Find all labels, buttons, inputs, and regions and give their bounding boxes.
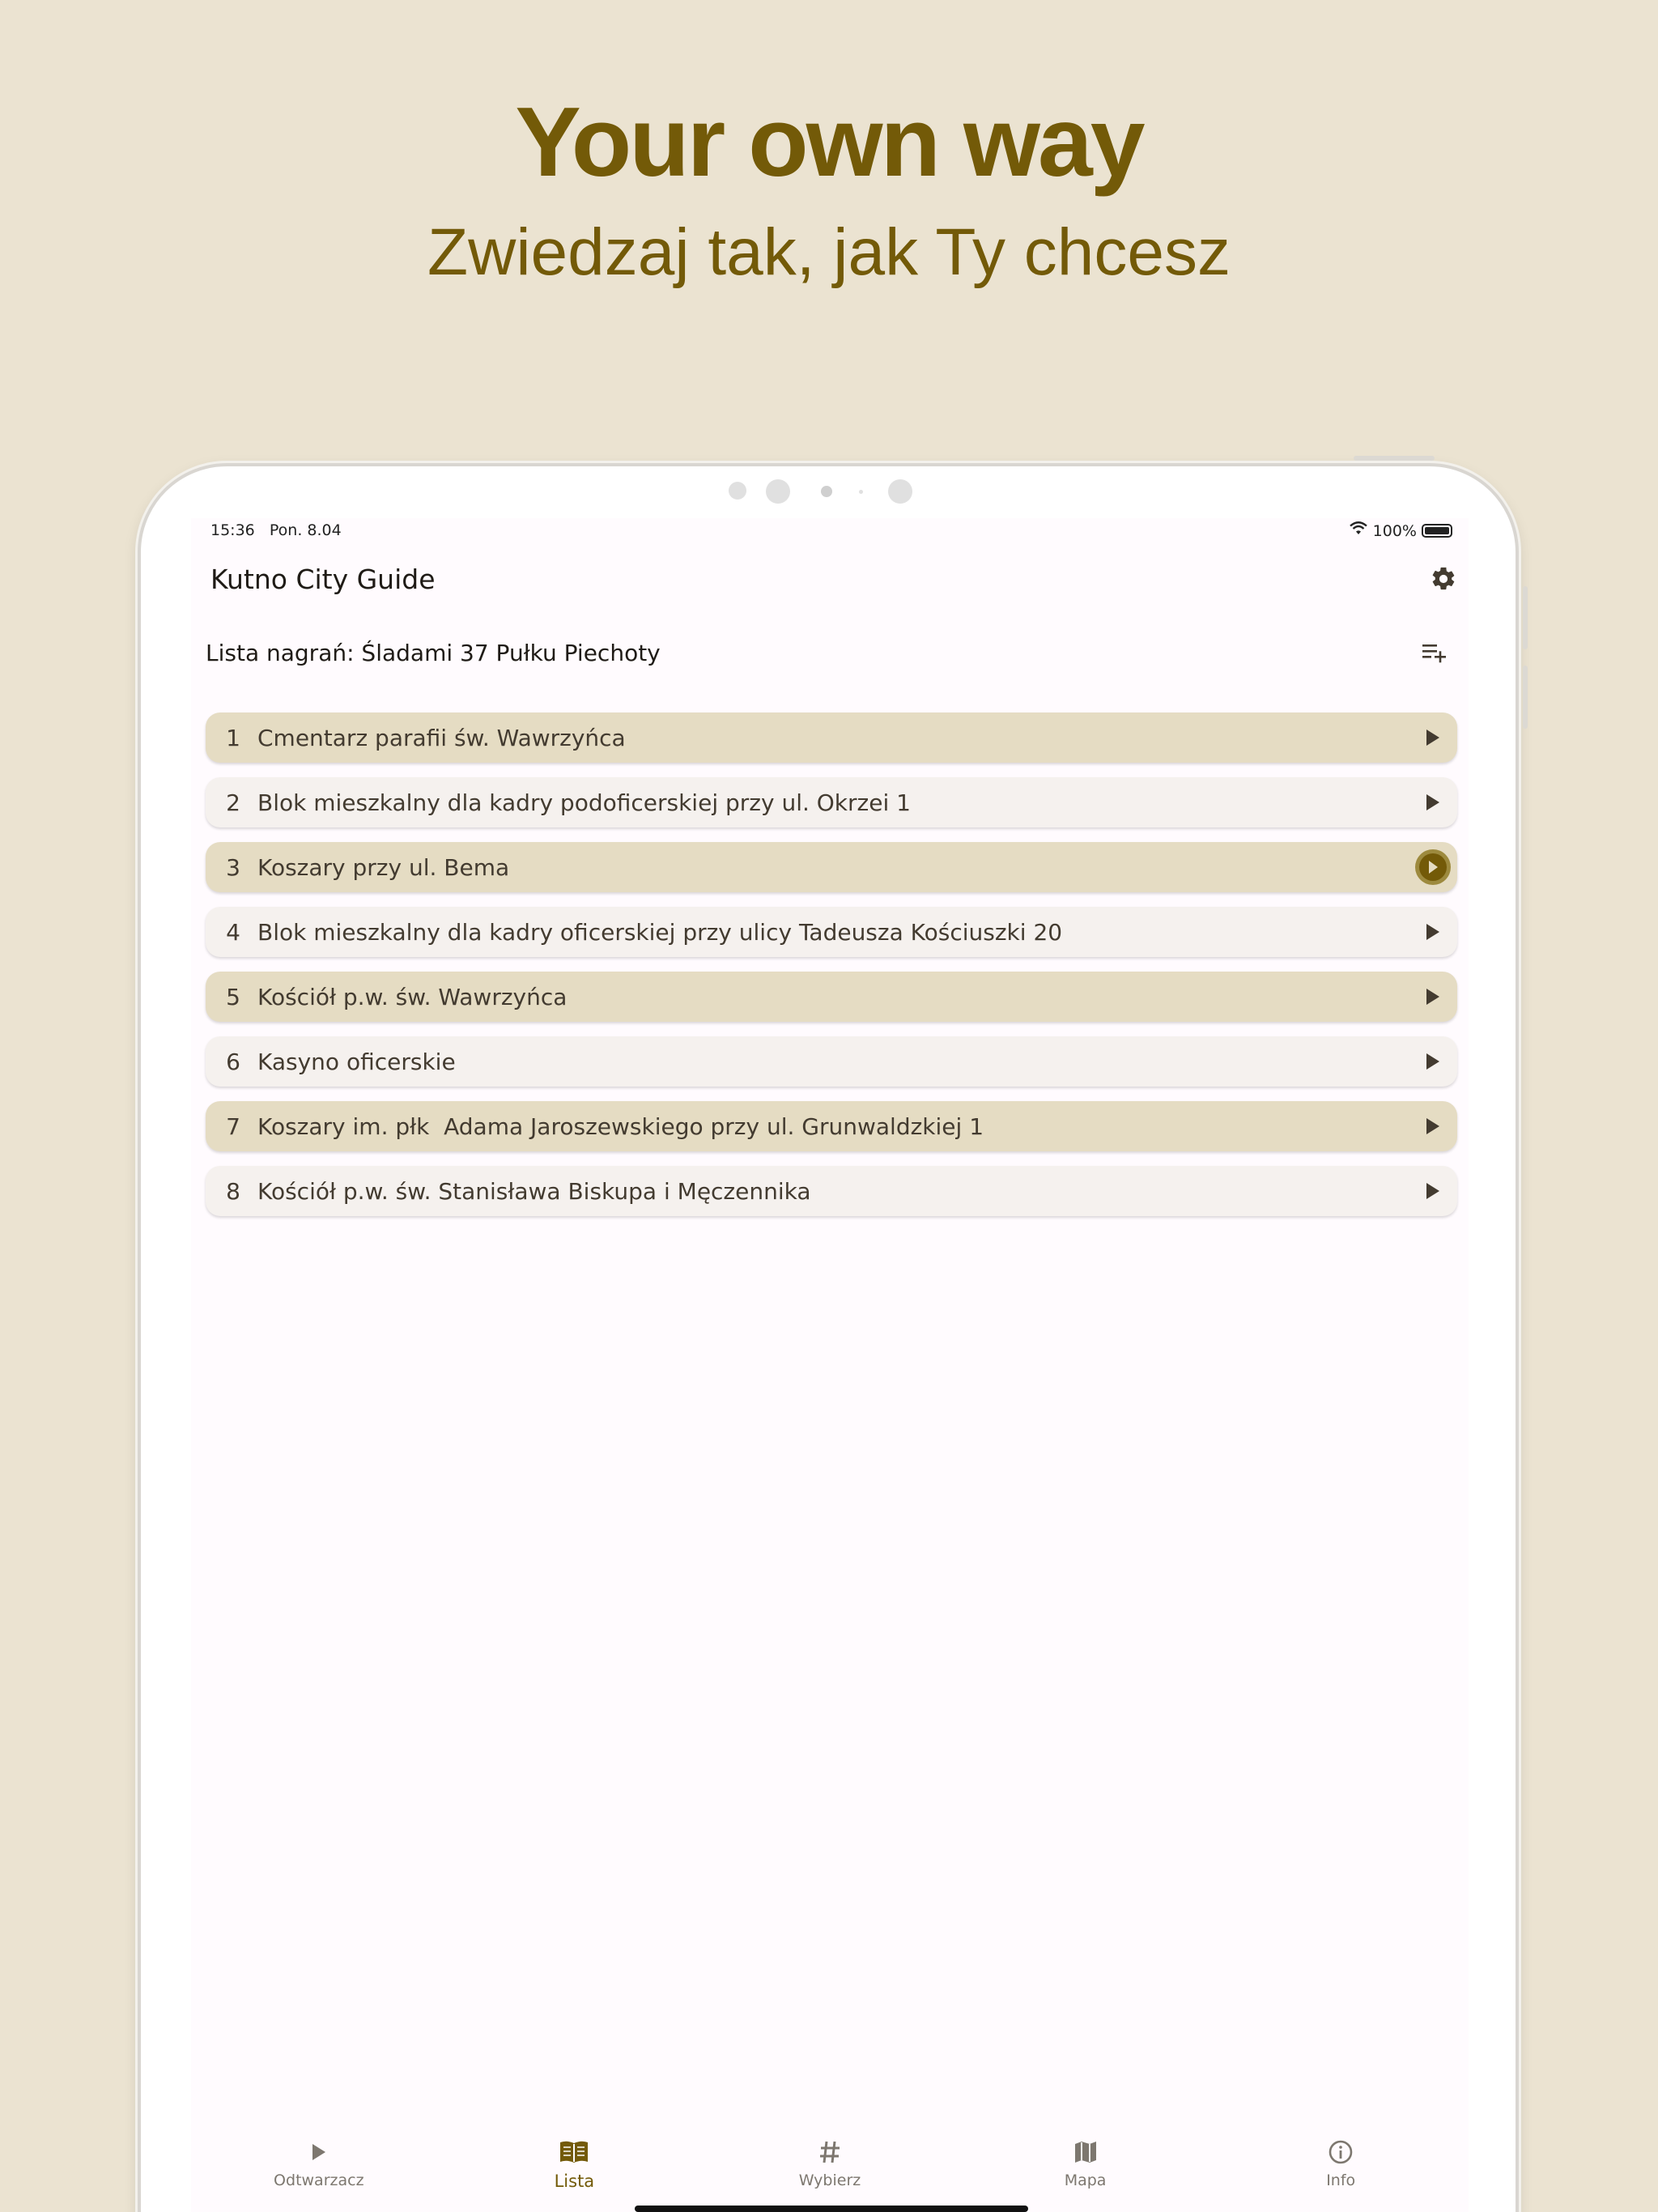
track-play-button[interactable]	[1409, 777, 1457, 827]
nav-label: Mapa	[1064, 2172, 1107, 2189]
play-icon	[1426, 1178, 1439, 1205]
track-play-button[interactable]	[1409, 713, 1457, 763]
hero-subheadline: Zwiedzaj tak, jak Ty chcesz	[427, 215, 1231, 289]
nav-item-info[interactable]	[1213, 2129, 1469, 2212]
play-circle-icon	[1415, 849, 1451, 885]
nav-label: Info	[1326, 2172, 1356, 2189]
home-indicator[interactable]	[635, 2206, 1028, 2212]
track-row-selected[interactable]	[206, 842, 1457, 892]
device-side-button-top	[1354, 456, 1435, 461]
play-icon	[1426, 984, 1439, 1010]
status-time-date	[210, 521, 342, 539]
track-play-button[interactable]	[1409, 1036, 1457, 1087]
track-play-button[interactable]	[1409, 972, 1457, 1022]
track-title: Koszary im. płk Adama Jaroszewskiego przy ul. Grunwaldzkiej 1	[257, 1112, 984, 1140]
wifi-icon	[1349, 521, 1368, 540]
track-title: Koszary przy ul. Bema	[257, 853, 510, 881]
track-list	[206, 713, 1457, 1231]
play-icon	[1426, 725, 1439, 751]
track-number: 6	[226, 1048, 240, 1075]
track-play-button[interactable]	[1409, 907, 1457, 957]
playlist-title: Lista nagrań: Śladami 37 Pułku Piechoty	[206, 640, 661, 666]
play-icon	[1426, 919, 1439, 946]
track-title: Kościół p.w. św. Wawrzyńca	[257, 983, 568, 1010]
track-play-button[interactable]	[1409, 1101, 1457, 1151]
track-row[interactable]	[206, 972, 1457, 1022]
play-icon	[1426, 1113, 1439, 1140]
track-row[interactable]	[206, 1166, 1457, 1216]
nav-label: Wybierz	[798, 2172, 861, 2189]
track-number: 8	[226, 1177, 240, 1205]
track-title: Blok mieszkalny dla kadry oficerskiej przy ulicy Tadeusza Kościuszki 20	[257, 918, 1063, 946]
play-icon	[311, 2136, 327, 2168]
bottom-nav	[191, 2129, 1469, 2212]
status-indicators	[1349, 521, 1452, 540]
track-row[interactable]	[206, 907, 1457, 957]
track-row[interactable]	[206, 1036, 1457, 1087]
battery-icon	[1422, 524, 1452, 538]
track-number: 2	[226, 789, 240, 816]
nav-item-wybierz[interactable]	[702, 2129, 958, 2212]
device-volume-down-button	[1523, 666, 1528, 729]
camera-lens	[821, 486, 832, 497]
track-number: 3	[226, 853, 240, 881]
status-date: Pon. 8.04	[269, 521, 342, 539]
camera-sensor-2	[766, 479, 790, 504]
track-play-button-active[interactable]	[1409, 842, 1457, 892]
playlist-add-button[interactable]	[1417, 638, 1452, 670]
info-icon	[1328, 2136, 1354, 2168]
nav-item-mapa[interactable]	[958, 2129, 1214, 2212]
status-time: 15:36	[210, 521, 255, 539]
camera-sensor-4	[888, 479, 912, 504]
track-number: 4	[226, 918, 240, 946]
track-title: Blok mieszkalny dla kadry podoficerskiej przy ul. Okrzei 1	[257, 789, 911, 816]
track-row[interactable]	[206, 777, 1457, 827]
settings-button[interactable]	[1426, 564, 1460, 598]
track-row[interactable]	[206, 1101, 1457, 1151]
track-number: 5	[226, 983, 240, 1010]
track-title: Kościół p.w. św. Stanisława Biskupa i Męczennika	[257, 1177, 811, 1205]
play-icon	[1426, 1049, 1439, 1075]
camera-sensor-3	[859, 490, 863, 494]
playlist-add-icon	[1422, 642, 1448, 666]
play-icon	[1426, 789, 1439, 816]
camera-sensor-1	[729, 482, 746, 500]
nav-item-odtwarzacz[interactable]	[191, 2129, 447, 2212]
battery-percent: 100%	[1372, 521, 1417, 540]
track-title: Kasyno oficerskie	[257, 1048, 456, 1075]
track-play-button[interactable]	[1409, 1166, 1457, 1216]
hash-icon	[818, 2136, 841, 2168]
track-number: 1	[226, 724, 240, 751]
app-title: Kutno City Guide	[210, 564, 436, 595]
app-screen	[191, 518, 1469, 2212]
map-icon	[1073, 2136, 1098, 2168]
nav-item-lista[interactable]	[447, 2129, 703, 2212]
nav-label: Odtwarzacz	[274, 2172, 364, 2189]
book-icon	[559, 2136, 589, 2168]
nav-label: Lista	[554, 2172, 595, 2191]
hero-headline: Your own way	[515, 87, 1143, 197]
device-volume-up-button	[1523, 586, 1528, 649]
status-bar	[191, 518, 1469, 541]
track-row[interactable]	[206, 713, 1457, 763]
gear-icon	[1430, 565, 1457, 596]
track-number: 7	[226, 1112, 240, 1140]
track-title: Cmentarz parafii św. Wawrzyńca	[257, 724, 626, 751]
